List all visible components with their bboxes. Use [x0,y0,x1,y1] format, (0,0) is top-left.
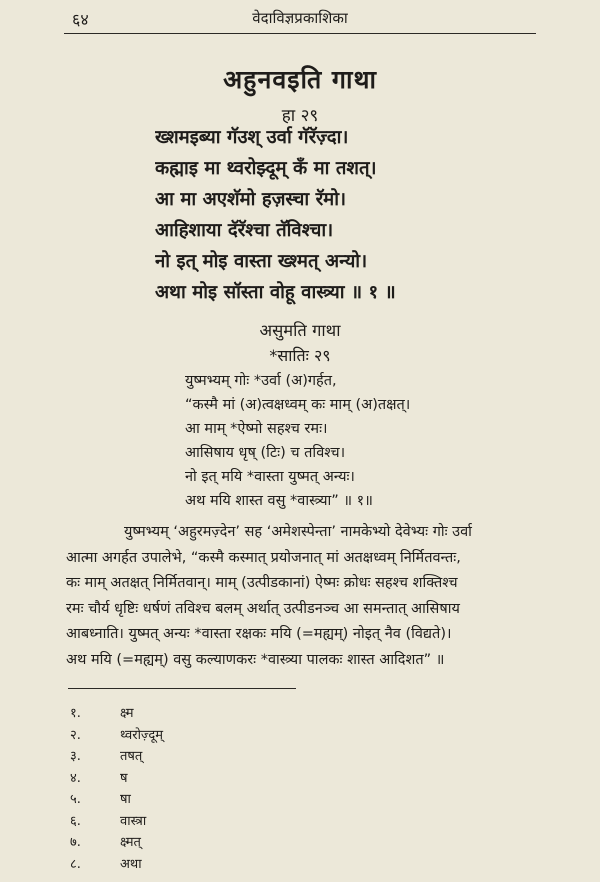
page-header [0,8,600,30]
translation-line: आ माम् *ऐष्मो सहश्च रमः। [185,421,328,437]
footnote-number: २. [70,727,81,743]
commentary-line: युष्मभ्यम् ‘अहुरमज़्देन’ सह ‘अमेशस्पेन्ता’ नामकेभ्यो देवेभ्यः गोः उर्वा [124,524,472,540]
footnote-item [68,746,368,768]
commentary-paragraph [66,520,536,673]
footnote-number: ८. [70,856,81,872]
footnote-item [68,768,368,790]
footnote-text: षा [120,792,131,807]
section-subtitle: *सातिः २९ [269,346,331,365]
translation-line: युष्मभ्यम् गोः *उर्वा (अ)गर्हत, [185,373,337,389]
footnote-number: ४. [70,770,81,786]
verse-line: कह्माइ मा थ्वरोझ्दूम् कॅं मा तशत्। [155,158,377,179]
running-title: वेदाविज्ञप्रकाशिका [252,9,348,27]
verse-line: ख्शमइब्या गॅउश् उर्वा गॅरॅज़्दा। [155,127,349,148]
footnote-rule [68,688,296,689]
commentary-line: कः माम् अतक्षत् निर्मितवान्। माम् (उत्पीडकानां) ऐष्मः क्रोधः सहश्च शक्तिश्च [66,575,458,591]
translation-block [185,369,515,513]
footnote-item [68,854,368,876]
footnote-number: ६. [70,813,81,829]
footnote-text: ष [120,770,128,786]
page-number: ६४ [72,10,89,29]
verse-line: आहिशाया दॅरॅश्चा तॅविश्चा। [155,220,334,241]
translation-line: अथ मयि शास्त वसु *वास्त्र्या” ॥ १॥ [185,493,373,509]
commentary-line: आत्मा अगर्हत उपालेभे, “कस्मै कस्मात् प्रयोजनात् मां अतक्षध्वम् निर्मितवन्तः, [66,549,461,566]
commentary-line: आबध्नाति। युष्मत् अन्यः *वास्ता रक्षकः मयि (=मह्यम्) नोइत् नैव (विद्यते)। [66,626,452,642]
commentary-line: अथ मयि (=मह्यम्) वसु कल्याणकरः *वास्त्र्या पालकः शास्त आदिशत” ॥ [66,651,445,668]
footnote-number: १. [70,706,81,721]
footnote-text: थ्वरोज़्दूम् [120,727,164,743]
gatha-subtitle: हा २९ [281,106,319,126]
section-title: असुमति गाथा [259,321,341,340]
footnote-item [68,725,368,747]
footnote-item [68,811,368,833]
verse-line: अथा मोइ सॉस्ता वोहू वास्त्र्या ॥ १ ॥ [155,282,396,303]
commentary-line: रमः चौर्य धृष्टिः धर्षणं तविश्च बलम् अर्थात् उत्पीडनञ्च आ समन्तात् आसिषाय [66,600,460,617]
footnote-number: ७. [70,835,81,850]
footnote-text: अथा [120,856,142,872]
verse-line: आ मा अएशॅमो हज़स्चा रॅमो। [155,189,347,210]
header-rule [64,33,536,34]
translation-line: आसिषाय धृष् (टिः) च तविश्च। [185,445,346,461]
footnote-item [68,703,368,725]
translation-line: “कस्मै मां (अ)त्वक्षध्वम् कः माम् (अ)तक्षत्। [185,397,411,413]
footnote-item [68,832,368,854]
footnote-item [68,789,368,811]
footnote-text: तषत् [120,749,143,764]
footnote-text: क्ष्मत् [120,835,141,850]
translation-line: नो इत् मयि *वास्ता युष्मत् अन्यः। [185,469,355,485]
footnotes [68,703,368,875]
footnote-text: वास्त्रा [120,813,147,829]
footnote-number: ३. [70,749,81,764]
verse-line: नो इत् मोइ वास्ता ख्श्मत् अन्यो। [155,251,368,272]
gatha-title: अहुनवइति गाथा [223,65,377,94]
verse-block [155,122,505,308]
footnote-number: ५. [70,792,81,807]
footnote-text: क्ष्म [120,706,134,721]
